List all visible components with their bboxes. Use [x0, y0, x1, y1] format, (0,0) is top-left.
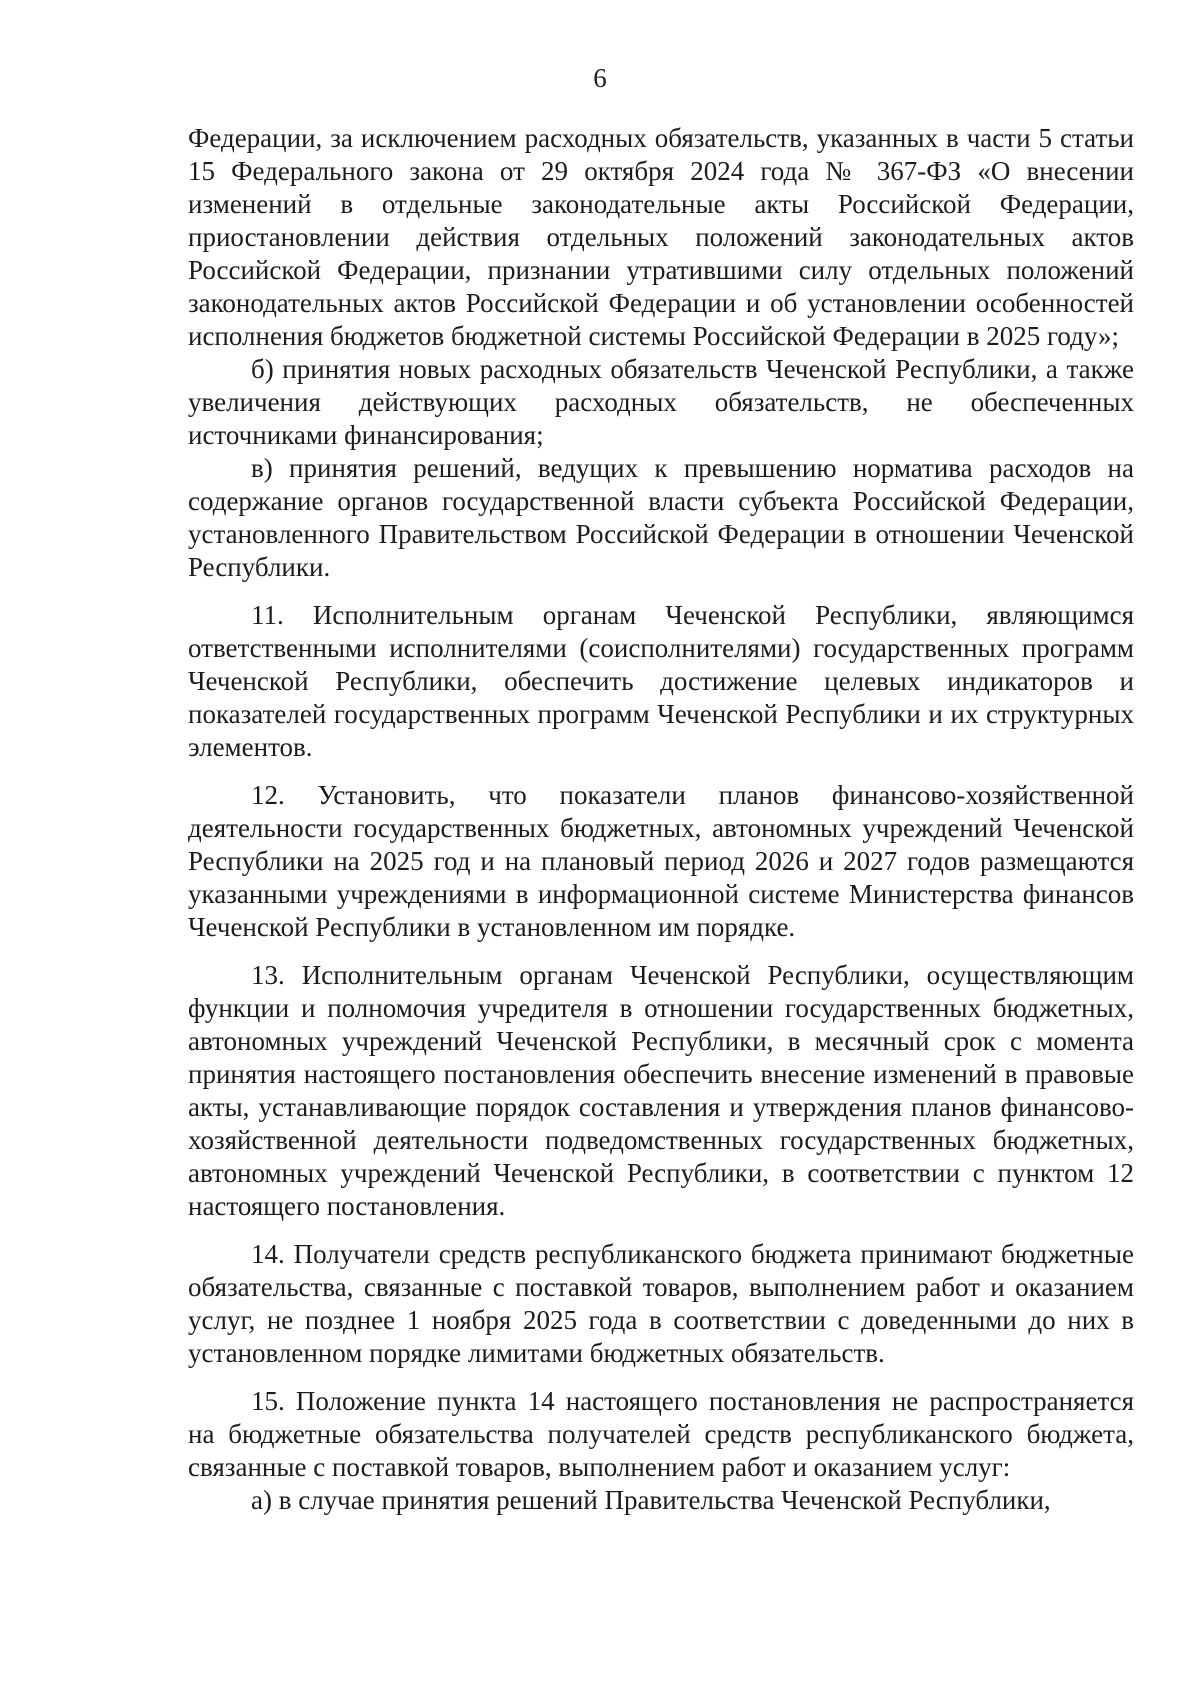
page-number: 6 — [593, 63, 607, 93]
paragraph-item-b: б) принятия новых расходных обязательств Чеченской Республики, а также увеличения действующих расходных обязательств, не обеспеченных источниками финансирования; — [188, 354, 1134, 450]
paragraph-point-13: 13. Исполнительным органам Чеченской Республики, осуществляющим функции и полномочия учредителя в отношении государственных бюджетных, автономных учреждений Чеченской Республики, в месячный срок с момента принятия настоящего постановления обеспечить внесение изменений в правовые акты, устанавливающие порядок составления и утверждения планов финансово-хозяйственной деятельности подведомственных государственных бюджетных, автономных учреждений Чеченской Республики, в соответствии с пунктом 12 настоящего постановления. — [188, 960, 1134, 1221]
paragraph-continuation: Федерации, за исключением расходных обязательств, указанных в части 5 статьи 15 Федерального закона от 29 октября 2024 года № 367-ФЗ «О внесении изменений в отдельные законодательные акты Российской Федерации, приостановлении действия отдельных положений законодательных актов Российской Федерации, признании утратившими силу отдельных положений законодательных актов Российской Федерации и об установлении особенностей исполнения бюджетов бюджетной системы Российской Федерации в 2025 году»; — [188, 123, 1134, 351]
document-body — [188, 122, 1134, 1517]
paragraph-item-v: в) принятия решений, ведущих к превышению норматива расходов на содержание органов государственной власти субъекта Российской Федерации, установленного Правительством Российской Федерации в отношении Чеченской Республики. — [188, 453, 1134, 582]
paragraph-point-14: 14. Получатели средств республиканского бюджета принимают бюджетные обязательства, связанные с поставкой товаров, выполнением работ и оказанием услуг, не позднее 1 ноября 2025 года в соответствии с доведенными до них в установленном порядке лимитами бюджетных обязательств. — [188, 1239, 1134, 1368]
paragraph-point-15: 15. Положение пункта 14 настоящего постановления не распространяется на бюджетные обязательства получателей средств республиканского бюджета, связанные с поставкой товаров, выполнением работ и оказанием услуг: — [188, 1386, 1134, 1482]
paragraph-item-a: а) в случае принятия решений Правительства Чеченской Республики, — [251, 1485, 1051, 1515]
paragraph-point-11: 11. Исполнительным органам Чеченской Республики, являющимся ответственными исполнителями (соисполнителями) государственных программ Чеченской Республики, обеспечить достижение целевых индикаторов и показателей государственных программ Чеченской Республики и их структурных элементов. — [188, 600, 1134, 762]
paragraph-point-12: 12. Установить, что показатели планов финансово-хозяйственной деятельности государственных бюджетных, автономных учреждений Чеченской Республики на 2025 год и на плановый период 2026 и 2027 годов размещаются указанными учреждениями в информационной системе Министерства финансов Чеченской Республики в установленном им порядке. — [188, 780, 1134, 942]
